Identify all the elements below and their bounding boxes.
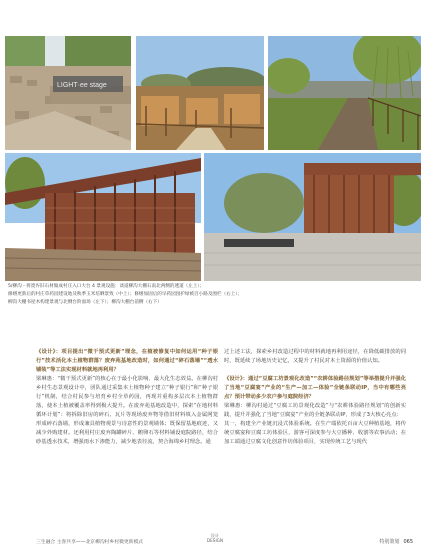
interview-answer-2-part-2: 其一，构建全产业链沉浸式体验系统。在生产端依托百亩大豆种植基地，将传统豆腐宴和豆腐工坊体验区，游客可深度参与大豆播种、收割等农事活动；在加工端通过豆腐文化创意作坊体验项目，实现传统工艺与现代 xyxy=(224,421,406,445)
footer-article-title: 三生融合 主客共享——北京柳沟村乡村微更新模式 xyxy=(36,540,144,545)
photo-stone-wall-entrance xyxy=(5,36,131,150)
interview-question-1: 《设计》：项目提出“微干预式更新”理念，在植被修复中如何运用“种子银行”技术活化本土植物群落？废弃苑基地改造时，如何通过“碎石落墙”“透水铺装”等工法实现材料就地再利用？ xyxy=(36,349,218,373)
photo-caption xyxy=(8,283,422,307)
caption-line: 5/柳沟 - 将废弃旧石材做成村庄入口大台 4 景观设施：谈道柳沟大棚石南北两侧的透道（左上）； xyxy=(8,284,205,289)
photo-courtyard-shelter xyxy=(204,153,421,281)
footer-section-page xyxy=(379,538,413,545)
footer-section-label: 特别策划 xyxy=(379,539,400,545)
interview-answer-1: 梁琳惠：“微干预式更新”的核心在于最小化影响、最大化生态效益。在柳沟村乡村生态景观设计中，团队通过采集本土植物种子建立“种子银行”和“种子银行”机制，结合村民参与培育乡村全草药园，再现并重构多层次本土植物群落，使本土植被覆盖率得到极大提升。在废弃苑基地改造中，探索“在地材料循环计划”：将拆除旧房的碎石、瓦片等现场废弃物等借旧材料填入金属网笼形成碎石落墙，形成兼具植物观景与诗意性的景观墙体；既保留基地痕迹，又减少外购建材。还利用村庄废弃陶罐碎片、鹅卵石等材料铺设庭院路径，结合砂基透水技术，增强雨水下渗能力，减少地表径流，契合海绵乡村理念。通 xyxy=(36,376,218,445)
caption-line: 柳沟大棚书屋木构建景观与北侧台阶面场（左下）；柳沟大棚台前侧（右下） xyxy=(8,300,162,305)
footer-logo-cn: 设计 xyxy=(210,533,220,538)
photo-wooden-pavilion xyxy=(5,153,201,281)
photo-willow-path xyxy=(268,36,421,150)
footer-logo-en: DESIGN xyxy=(206,538,224,543)
interview-answer-2: 梁琳惠：柳沟村通过“豆腐工坊景观化改造”与“农耕体验路径规划”的创新实践，提升并强化了当地“豆腐宴”产业的全链条联动IP，形成了3大核心亮点： xyxy=(224,403,406,418)
interview-answer-1-continued: 过上述工法，探索乡村改造过程中的材料就地再利用途径，在降低碳排放的同时，既延续了场地历史记忆，又提升了村民对本土资源的价值认知。 xyxy=(224,349,406,364)
footer-magazine-logo xyxy=(200,533,230,543)
interview-question-2: 《设计》：通过“豆腐工坊景观化改造”“农耕体验路径规划”等举措提升并强化了当地“豆腐宴”产业的“生产—加工—体验”全链条联动IP，当中有哪些亮点？预计带动多少农户参与庭院经济？ xyxy=(224,376,406,400)
article-right-column xyxy=(224,348,406,447)
entrance-sign-text: LIGHT·ee stage xyxy=(57,82,107,89)
article-left-column xyxy=(36,348,218,447)
page-number: 065 xyxy=(403,539,413,545)
photo-herb-garden xyxy=(136,36,264,150)
caption-line: 修缮更新后的村庄草药园建设地及秋季玉米培晒景致（中上）；修缮加固后的早药园园护绿被百小路及围栏（右上）； xyxy=(8,292,243,297)
